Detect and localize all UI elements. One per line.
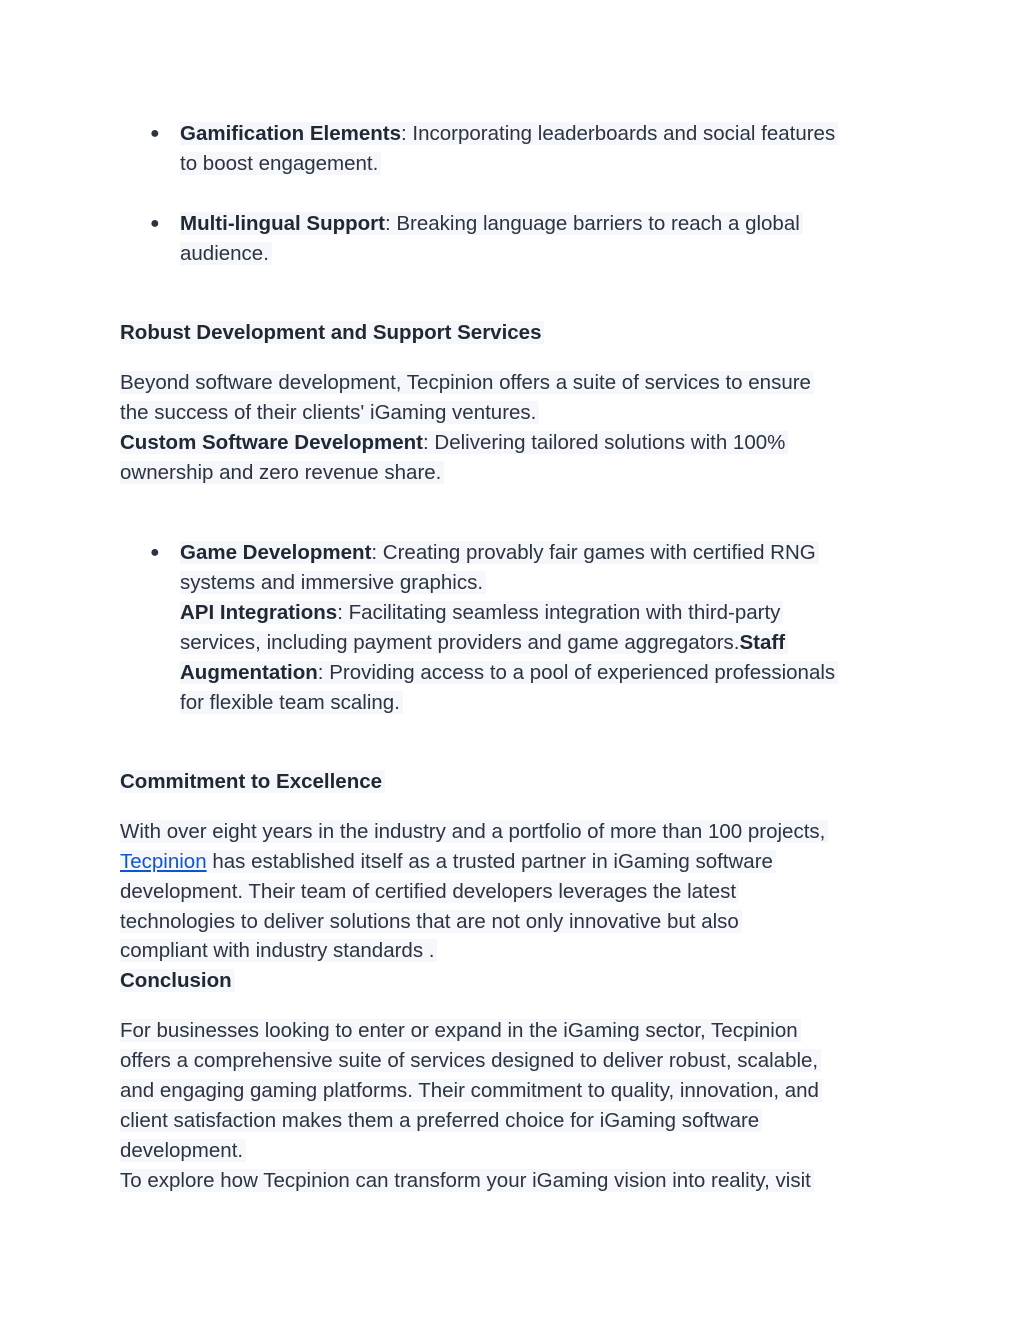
conclusion-line1: [120, 1016, 801, 1046]
commitment-line3: [120, 877, 739, 907]
conclusion-line3: [120, 1076, 822, 1106]
bullet-gamification-title: Gamification Elements: [180, 122, 402, 145]
section-heading-conclusion: [120, 966, 235, 996]
conclusion-text2: offers a comprehensive suite of services designed to deliver robust, scalable,: [120, 1049, 821, 1072]
game-dev-text-cont: systems and immersive graphics.: [180, 571, 486, 594]
game-dev-title: Game Development: [180, 541, 372, 564]
section-heading-services: [120, 318, 544, 348]
commitment-heading-text: Commitment to Excellence: [120, 770, 385, 793]
conclusion-line2: [120, 1046, 821, 1076]
conclusion-text4: client satisfaction makes them a preferred choice for iGaming software: [120, 1109, 762, 1132]
bullet-multilingual-text: : Breaking language barriers to reach a global: [384, 212, 800, 235]
custom-dev-text: : Delivering tailored solutions with 100%: [423, 431, 786, 454]
conclusion-heading-text: Conclusion: [120, 969, 235, 992]
api-title: API Integrations: [180, 601, 338, 624]
bullet-game-line1: [180, 538, 819, 568]
bullet-multilingual-line1: [180, 209, 803, 239]
conclusion-text3: and engaging gaming platforms. Their commitment to quality, innovation, and: [120, 1079, 822, 1102]
commitment-text2: has established itself as a trusted partner in iGaming software: [206, 850, 773, 873]
services-custom-line1: [120, 428, 788, 458]
commitment-text1: With over eight years in the industry and a portfolio of more than 100 projects,: [120, 820, 828, 843]
services-intro-text1: Beyond software development, Tecpinion offers a suite of services to ensure: [120, 371, 814, 394]
commitment-text3: development. Their team of certified developers leverages the latest: [120, 880, 739, 903]
conclusion-text6: To explore how Tecpinion can transform your iGaming vision into reality, visit: [120, 1169, 814, 1192]
api-text-cont: services, including payment providers and game aggregators.: [180, 631, 740, 654]
bullet-gamification-line2: [180, 149, 381, 179]
staff-text: : Providing access to a pool of experienced professionals: [317, 661, 836, 684]
conclusion-line5: [120, 1136, 246, 1166]
game-dev-text: : Creating provably fair games with certified RNG: [371, 541, 816, 564]
conclusion-text1: For businesses looking to enter or expand in the iGaming sector, Tecpinion: [120, 1019, 801, 1042]
staff-text-cont: for flexible team scaling.: [180, 691, 403, 714]
commitment-line1: [120, 817, 828, 847]
conclusion-line4: [120, 1106, 762, 1136]
bullet-gamification-text-cont: to boost engagement.: [180, 152, 381, 175]
bullet-game-line2: [180, 568, 486, 598]
bullet-gamification-line1: [180, 119, 838, 149]
bullet-multilingual-text-cont: audience.: [180, 242, 272, 265]
bullet-staff-line2: [180, 688, 403, 718]
commitment-line5: [120, 936, 437, 966]
services-intro-text2: the success of their clients' iGaming ventures.: [120, 401, 539, 424]
services-custom-line2: [120, 458, 444, 488]
section-heading-commitment: [120, 767, 385, 797]
bullet-marker: ●: [150, 544, 160, 561]
commitment-line4: [120, 907, 742, 937]
bullet-gamification-text: : Incorporating leaderboards and social features: [401, 122, 836, 145]
commitment-text5: compliant with industry standards .: [120, 939, 437, 962]
commitment-text4: technologies to deliver solutions that are not only innovative but also: [120, 910, 742, 933]
services-intro-line2: [120, 398, 539, 428]
bullet-multilingual-line2: [180, 239, 272, 269]
services-heading-text: Robust Development and Support Services: [120, 321, 544, 344]
conclusion-text5: development.: [120, 1139, 246, 1162]
services-intro-line1: [120, 368, 814, 398]
bullet-api-line2: [180, 628, 788, 658]
api-text: : Facilitating seamless integration with third-party: [337, 601, 781, 624]
staff-title-part2: Augmentation: [180, 661, 318, 684]
custom-dev-title: Custom Software Development: [120, 431, 423, 454]
tecpinion-link[interactable]: Tecpinion: [120, 850, 207, 873]
bullet-marker: ●: [150, 215, 160, 232]
bullet-marker: ●: [150, 125, 160, 142]
bullet-multilingual-title: Multi-lingual Support: [180, 212, 385, 235]
bullet-api-line1: [180, 598, 783, 628]
staff-title-part1: Staff: [739, 631, 786, 654]
conclusion-line6: [120, 1166, 814, 1196]
bullet-staff-line1: [180, 658, 838, 688]
custom-dev-text-cont: ownership and zero revenue share.: [120, 461, 444, 484]
commitment-line2: [120, 847, 776, 877]
